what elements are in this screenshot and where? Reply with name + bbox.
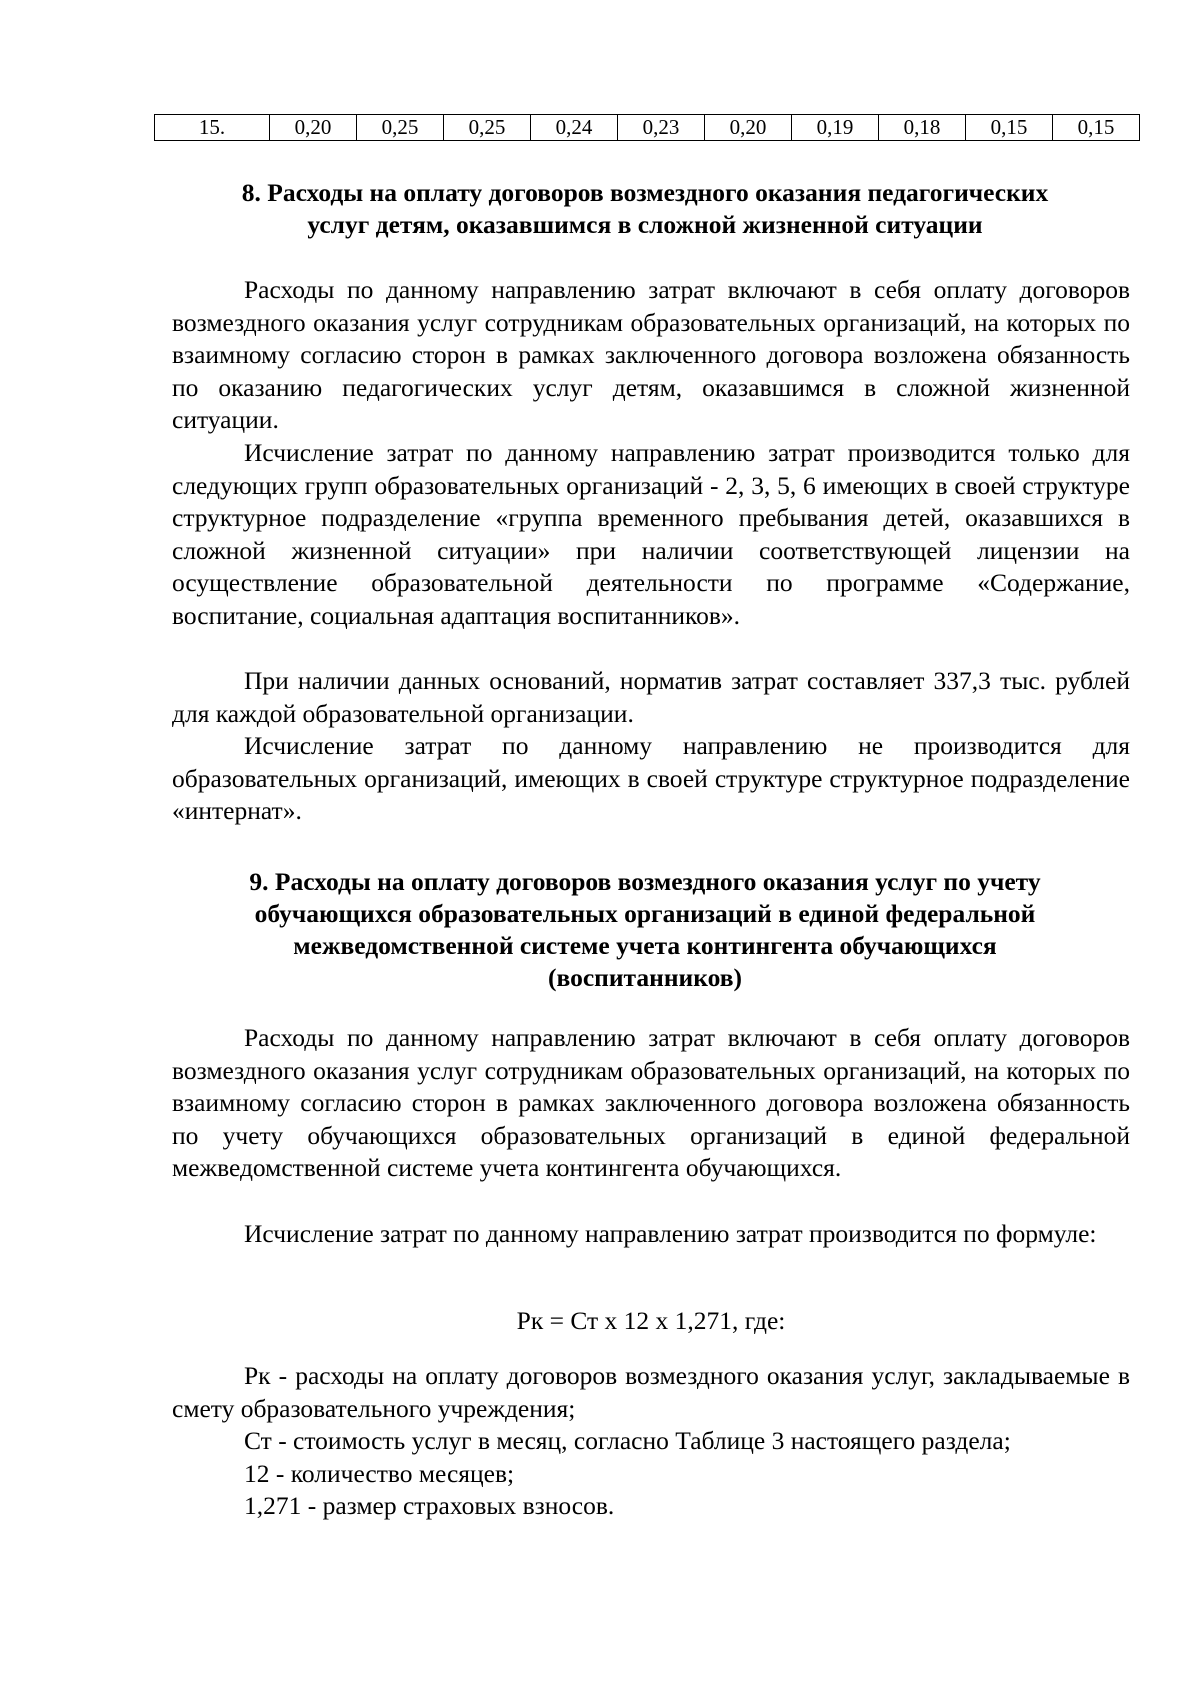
coefficients-table bbox=[154, 114, 1140, 141]
table-cell: 15. bbox=[155, 115, 270, 141]
section-8-heading-line: услуг детям, оказавшимся в сложной жизненной ситуации bbox=[307, 210, 983, 239]
table-cell: 0,15 bbox=[1053, 115, 1140, 141]
table-cell: 0,24 bbox=[531, 115, 618, 141]
table-cell: 0,20 bbox=[270, 115, 357, 141]
table-cell: 0,23 bbox=[618, 115, 705, 141]
section-8-paragraph: Исчисление затрат по данному направлению не производится для образовательных организаций, имеющих в своей структуре структурное подразделение «интернат». bbox=[172, 731, 1130, 826]
table-row bbox=[155, 115, 1140, 141]
table-cell: 0,19 bbox=[792, 115, 879, 141]
definition-item: 12 - количество месяцев; bbox=[244, 1458, 515, 1488]
table-cell: 0,18 bbox=[879, 115, 966, 141]
section-9-heading-line: межведомственной системе учета контингента обучающихся bbox=[293, 931, 997, 960]
section-8-paragraph: Расходы по данному направлению затрат включают в себя оплату договоров возмездного оказания услуг сотрудникам образовательных организаций, на которых по взаимному согласию сторон в рамках заключенного договора возложена обязанность по оказанию педагогических услуг детям, оказавшимся в сложной жизненной ситуации. bbox=[172, 275, 1130, 435]
definition-item: 1,271 - размер страховых взносов. bbox=[244, 1491, 615, 1521]
section-9-heading-line: 9. Расходы на оплату договоров возмездного оказания услуг по учету bbox=[249, 867, 1041, 896]
table-cell: 0,20 bbox=[705, 115, 792, 141]
section-8-paragraph: Исчисление затрат по данному направлению затрат производится только для следующих групп образовательных организаций - 2, 3, 5, 6 имеющих в своей структуре структурное подразделение «группа временного пребывания детей, оказавшихся в сложной жизненной ситуации» при наличии соответствующей лицензии на осуществление образовательной деятельности по программе «Содержание, воспитание, социальная адаптация воспитанников». bbox=[172, 438, 1130, 630]
section-9-heading-line: обучающихся образовательных организаций в единой федеральной bbox=[254, 899, 1036, 928]
section-8-heading bbox=[160, 177, 1130, 241]
definition-item: Рк - расходы на оплату договоров возмездного оказания услуг, закладываемые в смету образовательного учреждения; bbox=[172, 1361, 1130, 1423]
formula: Рк = Ст х 12 х 1,271, где: bbox=[516, 1306, 786, 1335]
table-cell: 0,25 bbox=[357, 115, 444, 141]
table-cell: 0,25 bbox=[444, 115, 531, 141]
section-9-paragraph: Исчисление затрат по данному направлению затрат производится по формуле: bbox=[244, 1219, 1097, 1248]
table-cell: 0,15 bbox=[966, 115, 1053, 141]
section-9-heading-line: (воспитанников) bbox=[548, 963, 742, 992]
formula-definitions bbox=[172, 1360, 1130, 1523]
definition-item: Ст - стоимость услуг в месяц, согласно Таблице 3 настоящего раздела; bbox=[244, 1426, 1011, 1456]
section-9-paragraph: Расходы по данному направлению затрат включают в себя оплату договоров возмездного оказания услуг сотрудникам образовательных организаций, на которых по взаимному согласию сторон в рамках заключенного договора возложена обязанность по учету обучающихся образовательных организаций в единой федеральной межведомственной системе учета контингента обучающихся. bbox=[172, 1023, 1130, 1183]
section-8-heading-line: 8. Расходы на оплату договоров возмездного оказания педагогических bbox=[241, 178, 1049, 207]
section-9-heading bbox=[160, 866, 1130, 994]
section-8-paragraph: При наличии данных оснований, норматив затрат составляет 337,3 тыс. рублей для каждой образовательной организации. bbox=[172, 666, 1130, 728]
